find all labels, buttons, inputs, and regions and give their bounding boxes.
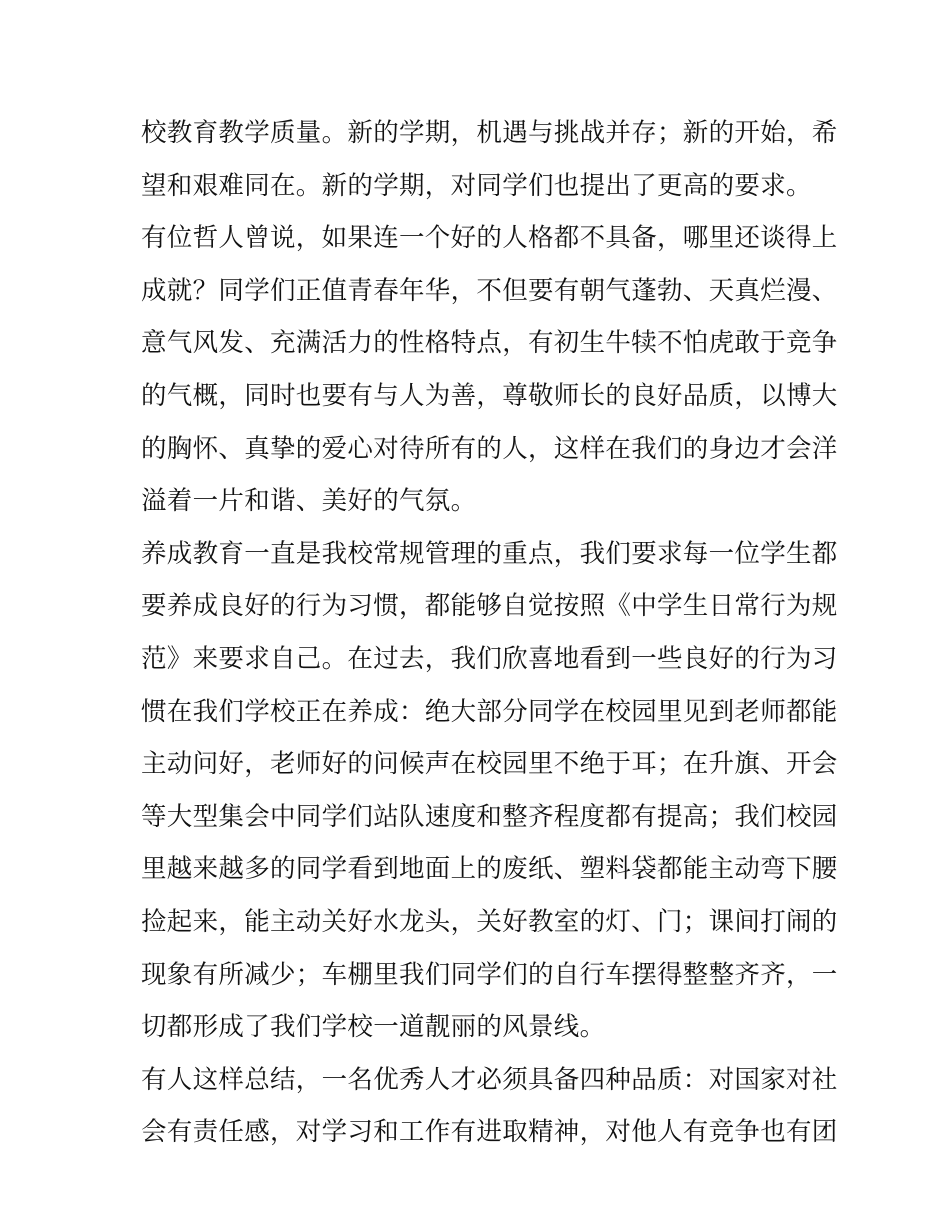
text-line: 等大型集会中同学们站队速度和整齐程度都有提高；我们校园 — [141, 801, 838, 832]
text-line: 养成教育一直是我校常规管理的重点，我们要求每一位学生都 — [141, 538, 838, 569]
document-body — [141, 107, 838, 1159]
paragraph-qualities — [141, 1054, 838, 1159]
paragraph-character — [141, 212, 838, 528]
text-line: 意气风发、充满活力的性格特点，有初生牛犊不怕虎敢于竞争 — [141, 328, 838, 359]
text-line: 范》来要求自己。在过去，我们欣喜地看到一些良好的行为习 — [141, 643, 838, 674]
text-line: 会有责任感，对学习和工作有进取精神，对他人有竞争也有团 — [141, 1117, 838, 1148]
text-line: 的气概，同时也要有与人为善，尊敬师长的良好品质，以博大 — [141, 380, 838, 411]
text-line: 有位哲人曾说，如果连一个好的人格都不具备，哪里还谈得上 — [141, 223, 838, 254]
text-line: 捡起来，能主动关好水龙头，关好教室的灯、门；课间打闹的 — [141, 906, 838, 937]
text-line: 溢着一片和谐、美好的气氛。 — [141, 486, 477, 517]
text-line: 切都形成了我们学校一道靓丽的风景线。 — [141, 1012, 606, 1043]
text-line: 要养成良好的行为习惯，都能够自觉按照《中学生日常行为规 — [141, 591, 838, 622]
paragraph-new-semester — [141, 107, 838, 212]
text-line: 的胸怀、真挚的爱心对待所有的人，这样在我们的身边才会洋 — [141, 433, 838, 464]
text-line: 成就？同学们正值青春年华，不但要有朝气蓬勃、天真烂漫、 — [141, 275, 838, 306]
paragraph-habits — [141, 528, 838, 1054]
text-line: 望和艰难同在。新的学期，对同学们也提出了更高的要求。 — [141, 170, 812, 201]
text-line: 惯在我们学校正在养成：绝大部分同学在校园里见到老师都能 — [141, 696, 838, 727]
text-line: 校教育教学质量。新的学期，机遇与挑战并存；新的开始，希 — [141, 118, 838, 148]
text-line: 主动问好，老师好的问候声在校园里不绝于耳；在升旗、开会 — [141, 749, 838, 780]
text-line: 有人这样总结，一名优秀人才必须具备四种品质：对国家对社 — [141, 1064, 838, 1095]
text-line: 里越来越多的同学看到地面上的废纸、塑料袋都能主动弯下腰 — [141, 854, 838, 885]
text-line: 现象有所减少；车棚里我们同学们的自行车摆得整整齐齐，一 — [141, 959, 838, 990]
